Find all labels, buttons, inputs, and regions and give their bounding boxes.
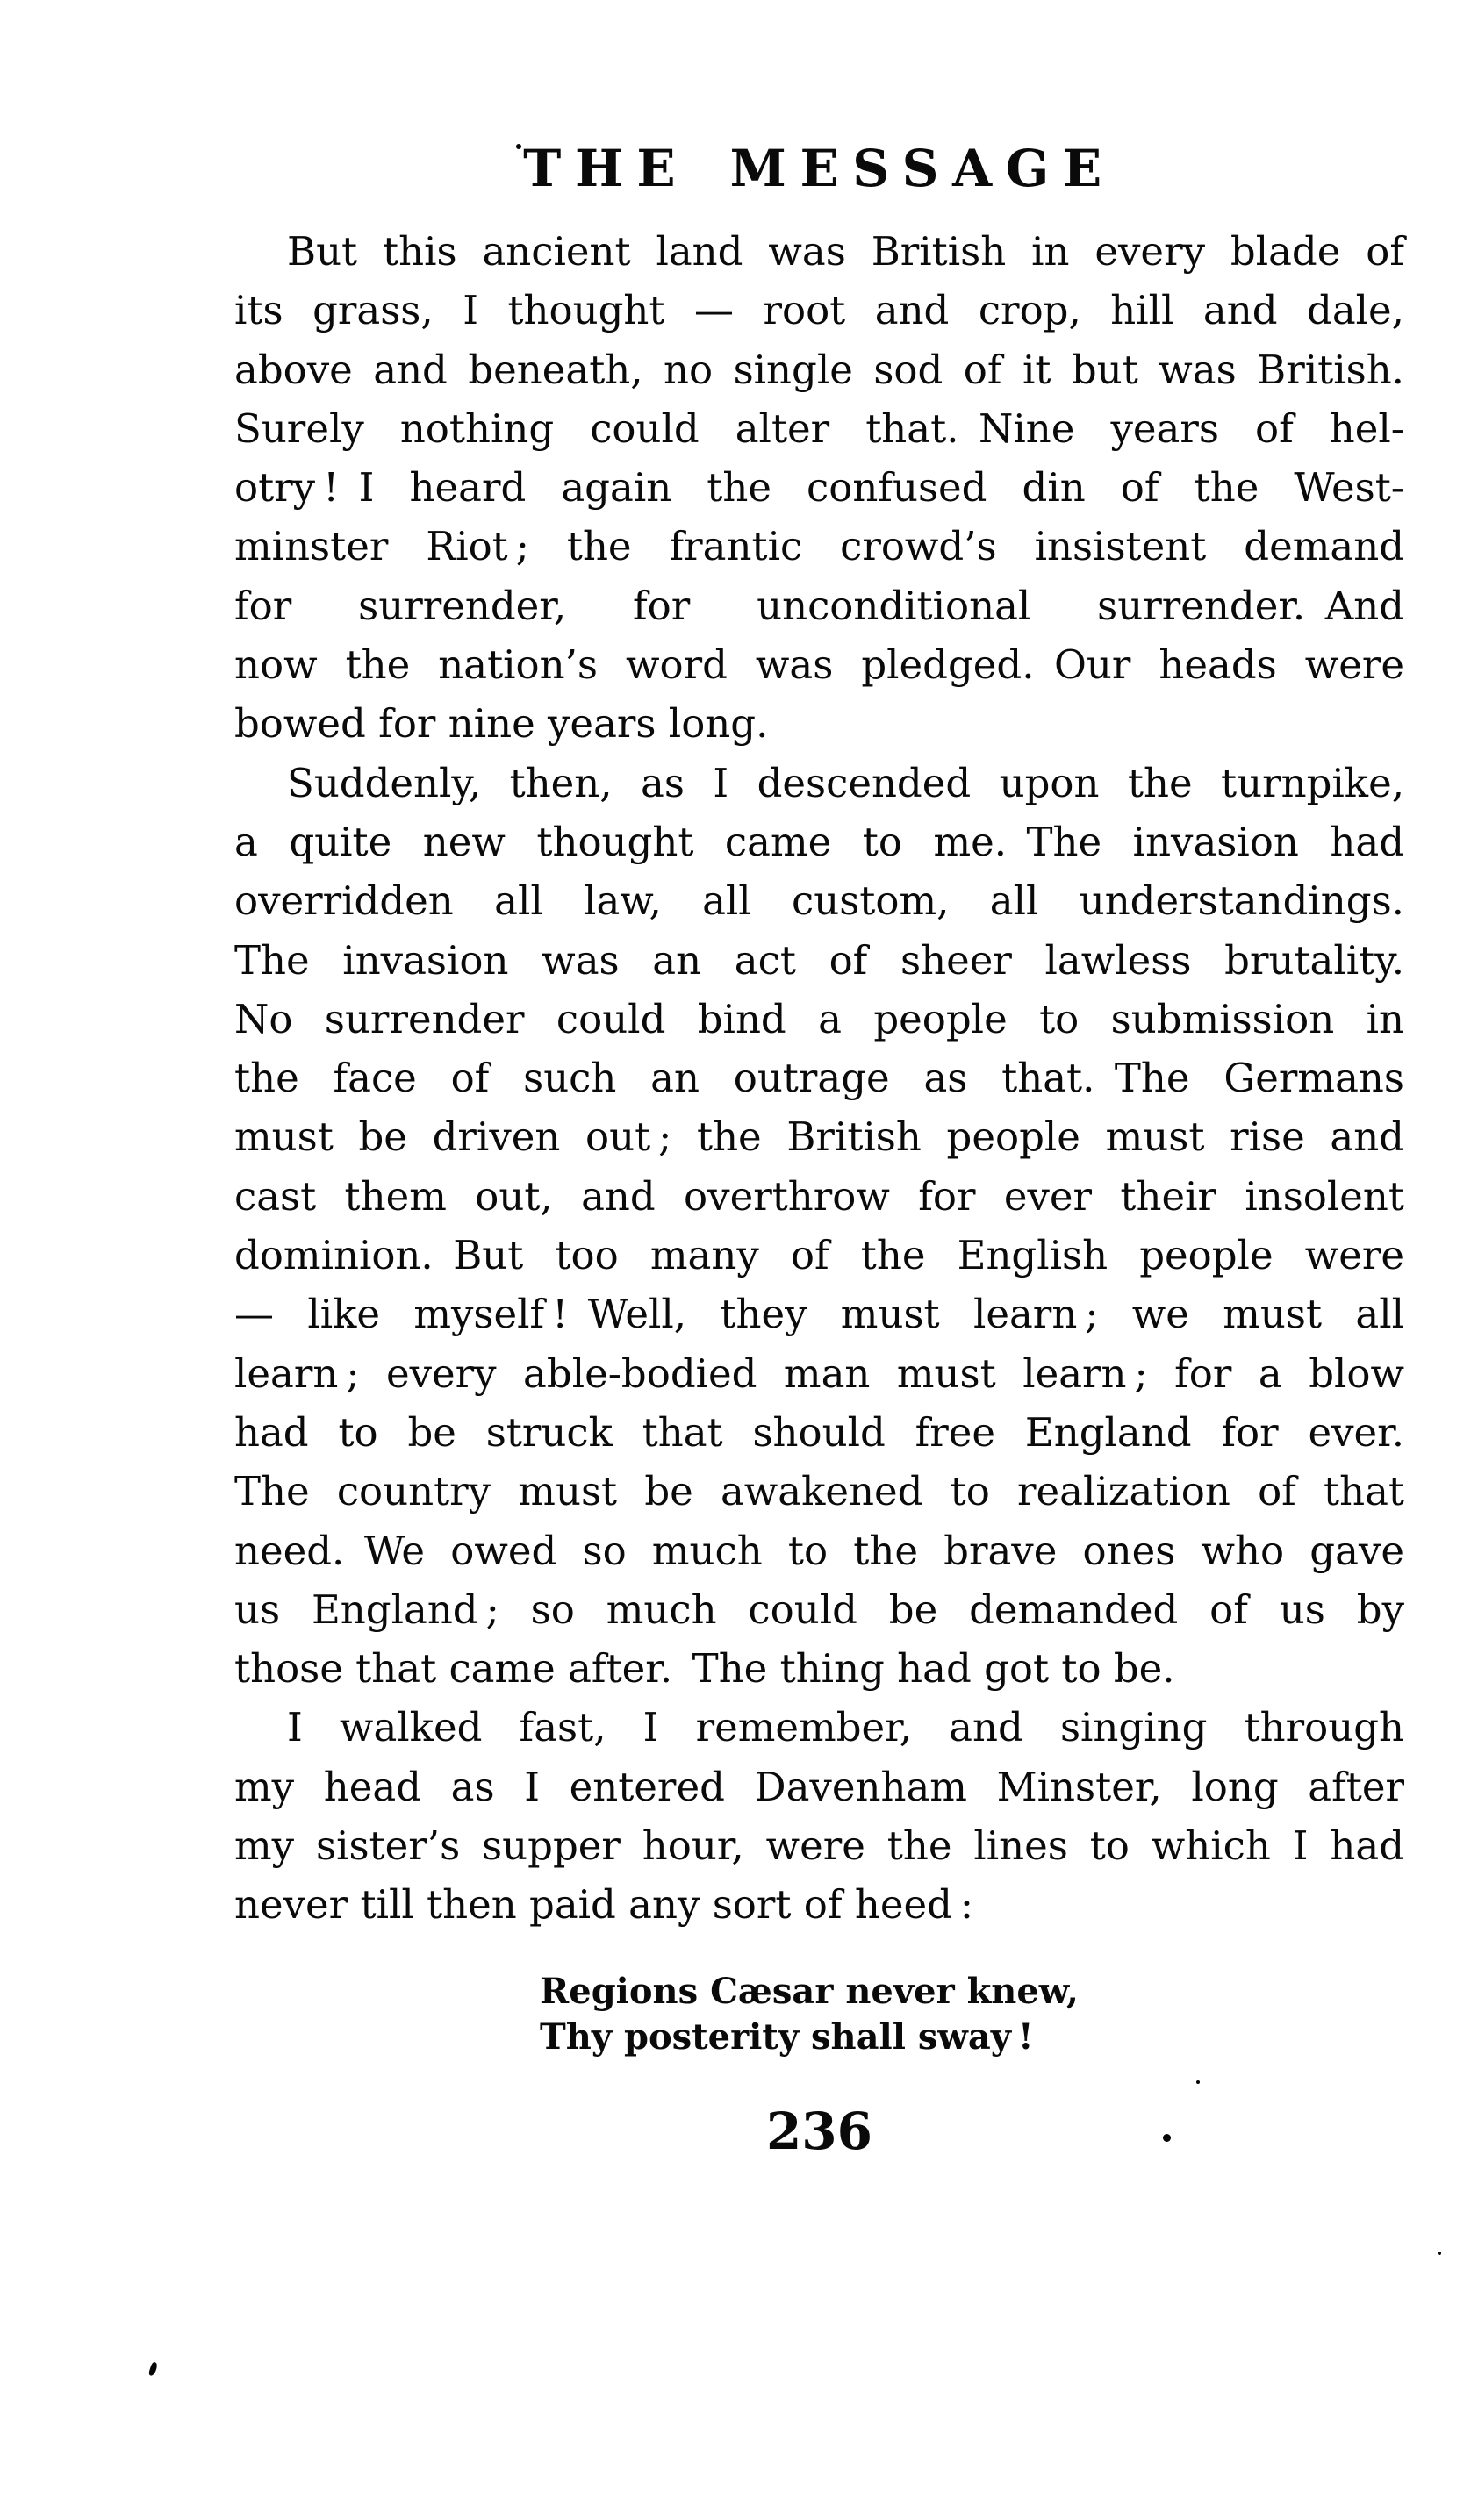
text-line: the face of such an outrage as that. The Germans [234, 1055, 1404, 1102]
text-line: Suddenly, then, as I descended upon the turnpike, [287, 759, 1404, 806]
text-line: need. We owed so much to the brave ones who gave [234, 1527, 1404, 1574]
text-line: must be driven out ; the British people must rise and [234, 1113, 1404, 1161]
text-line: never till then paid any sort of heed : [234, 1881, 974, 1929]
text-line: The country must be awakened to realization of that [234, 1468, 1404, 1515]
paragraph [234, 222, 1404, 754]
text-line: now the nation’s word was pledged. Our heads were [234, 641, 1404, 689]
paragraph [234, 1698, 1404, 1934]
text-line: had to be struck that should free England for ever. [234, 1408, 1404, 1456]
ink-speck [516, 144, 521, 149]
text-line: dominion. But too many of the English people were [234, 1232, 1404, 1279]
text-line: The invasion was an act of sheer lawless brutality. [234, 936, 1404, 984]
text-line: bowed for nine years long. [234, 700, 769, 748]
text-line: a quite new thought came to me. The invasion had [234, 818, 1404, 865]
text-line: overridden all law, all custom, all understandings. [234, 877, 1404, 925]
paragraph [234, 754, 1404, 1699]
ink-speck [1163, 2134, 1171, 2142]
text-line: I walked fast, I remember, and singing through [287, 1704, 1404, 1751]
ink-speck [1438, 2252, 1441, 2255]
text-line: its grass, I thought — root and crop, hill and dale, [234, 287, 1404, 334]
text-line: But this ancient land was British in every blade of [287, 228, 1404, 275]
ink-speck [148, 2361, 159, 2376]
text-line: my head as I entered Davenham Minster, long after [234, 1763, 1404, 1810]
text-line: — like myself ! Well, they must learn ; we must all [234, 1291, 1404, 1338]
text-line: learn ; every able-bodied man must learn ; for a blow [234, 1349, 1404, 1397]
ink-speck [1196, 2080, 1200, 2084]
poem [540, 1969, 1079, 2060]
text-line: my sister’s supper hour, were the lines to which I had [234, 1822, 1404, 1870]
body-text [234, 222, 1404, 1935]
text-line: cast them out, and overthrow for ever their insolent [234, 1172, 1404, 1220]
text-line: those that came after. The thing had got to be. [234, 1645, 1175, 1693]
text-line: minster Riot ; the frantic crowd’s insistent demand [234, 523, 1404, 570]
text-line: otry ! I heard again the confused din of the West- [234, 464, 1404, 512]
poem-line: Regions Cæsar never knew, [540, 1971, 1079, 2012]
poem-line: Thy posterity shall sway ! [540, 2016, 1034, 2058]
text-line: us England ; so much could be demanded of us by [234, 1586, 1404, 1633]
page-title: THE MESSAGE [523, 139, 1116, 198]
page-number: 236 [765, 2101, 873, 2161]
text-line: Surely nothing could alter that. Nine years of hel- [234, 404, 1404, 452]
text-line: for surrender, for unconditional surrender. And [234, 582, 1404, 629]
text-line: above and beneath, no single sod of it but was British. [234, 346, 1404, 393]
text-line: No surrender could bind a people to submission in [234, 995, 1404, 1042]
